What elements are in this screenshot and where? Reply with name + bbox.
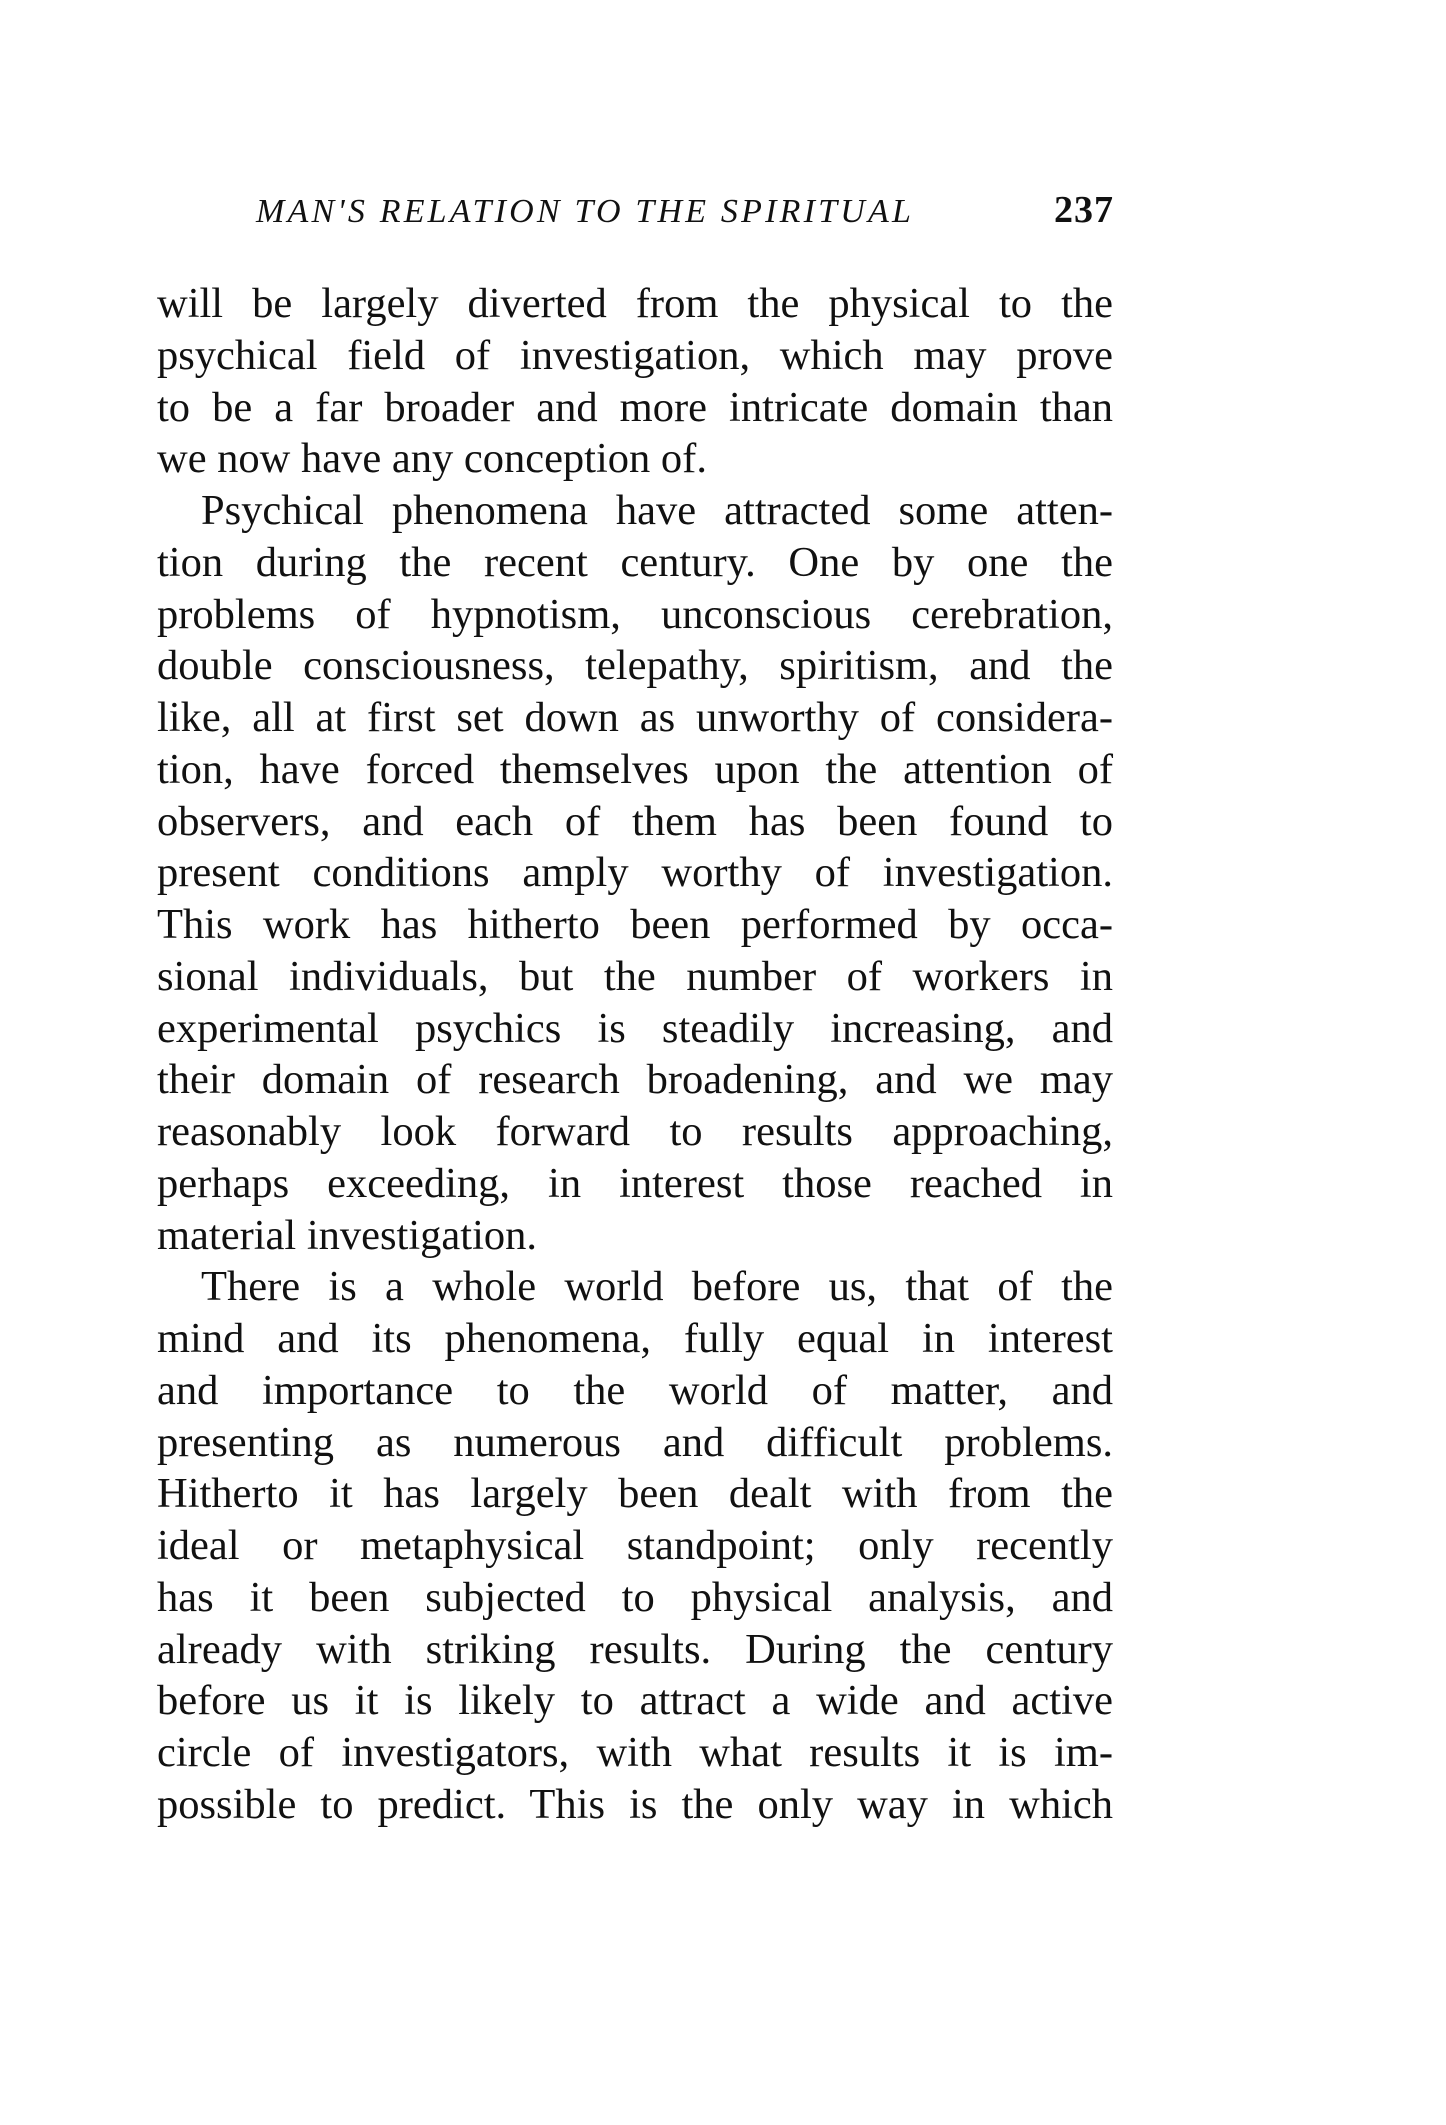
body-text [157,278,1113,1831]
text-line: ideal or metaphysical standpoint; only recently [157,1522,1113,1569]
text-line: to be a far broader and more intricate domain than [157,383,1113,431]
text-line: possible to predict. This is the only way in which [157,1780,1113,1828]
text-line: tion during the recent century. One by one the [157,538,1113,586]
text-line: like, all at first set down as unworthy of considera- [157,694,1113,741]
text-line: present conditions amply worthy of investigation. [157,849,1113,897]
text-line: Hitherto it has largely been dealt with from the [157,1470,1113,1518]
text-line: There is a whole world before us, that of the [201,1263,1113,1311]
paragraph [157,485,1113,1261]
running-head [256,188,1114,232]
text-line: their domain of research broadening, and we may [157,1056,1113,1104]
text-line: problems of hypnotism, unconscious cerebration, [157,590,1113,638]
text-line: psychical field of investigation, which may prove [157,331,1113,379]
text-line: double consciousness, telepathy, spiritism, and the [157,642,1113,690]
running-title: MAN'S RELATION TO THE SPIRITUAL [256,193,915,230]
text-line: we now have any conception of. [157,435,707,483]
paragraph [157,1261,1113,1830]
text-line: and importance to the world of matter, and [157,1366,1113,1414]
text-line: perhaps exceeding, in interest those reached in [157,1159,1113,1207]
text-line: presenting as numerous and difficult problems. [157,1418,1113,1466]
text-line: will be largely diverted from the physical to the [157,280,1113,327]
text-line: circle of investigators, with what results it is im- [157,1729,1113,1776]
text-line: mind and its phenomena, fully equal in interest [157,1315,1113,1362]
text-line: observers, and each of them has been found to [157,797,1113,845]
text-line: experimental psychics is steadily increasing, and [157,1004,1113,1052]
text-line: This work has hitherto been performed by occa- [157,901,1113,948]
text-line: already with striking results. During the century [157,1625,1113,1673]
text-line: before us it is likely to attract a wide and active [157,1677,1113,1725]
text-line: material investigation. [157,1211,538,1259]
page-number: 237 [1054,189,1114,231]
text-line: has it been subjected to physical analysis, and [157,1573,1113,1621]
text-line: tion, have forced themselves upon the attention of [157,745,1113,793]
paragraph [157,278,1113,485]
text-line: sional individuals, but the number of workers in [157,952,1113,1000]
text-line: Psychical phenomena have attracted some atten- [201,487,1113,534]
text-line: reasonably look forward to results approaching, [157,1108,1113,1155]
